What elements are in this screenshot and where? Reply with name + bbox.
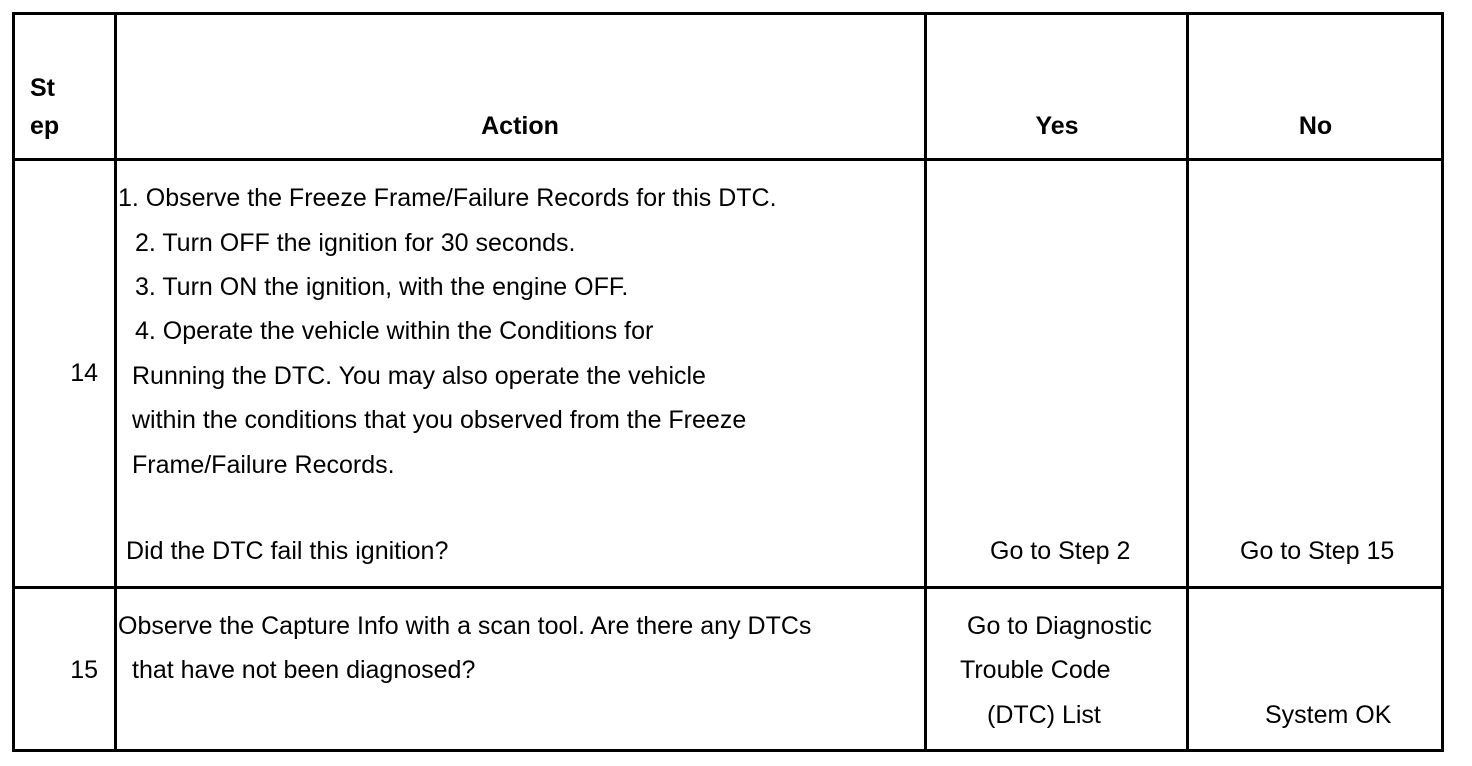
header-action: Action <box>481 112 559 140</box>
yes-result: Go to Step 2 <box>990 537 1131 565</box>
action-line: 1. Observe the Freeze Frame/Failure Records for this DTC. <box>118 184 777 212</box>
no-result: System OK <box>1265 701 1392 729</box>
table-border-top <box>12 12 1444 15</box>
action-line: Frame/Failure Records. <box>132 451 395 479</box>
action-question: Did the DTC fail this ignition? <box>126 537 449 565</box>
header-divider <box>12 158 1444 161</box>
action-line: 4. Operate the vehicle within the Conditions for <box>135 317 654 345</box>
no-result: Go to Step 15 <box>1240 537 1395 565</box>
header-yes: Yes <box>1035 112 1079 140</box>
action-line: Observe the Capture Info with a scan tool. Are there any DTCs <box>118 612 812 640</box>
action-line: 3. Turn ON the ignition, with the engine OFF. <box>135 273 629 301</box>
action-line: Running the DTC. You may also operate the vehicle <box>132 362 706 390</box>
row-divider <box>12 586 1444 589</box>
yes-result-line: (DTC) List <box>987 701 1101 729</box>
yes-result-line: Go to Diagnostic <box>967 612 1152 640</box>
action-line: that have not been diagnosed? <box>132 656 476 684</box>
table-border-bottom <box>12 749 1444 752</box>
header-step-line1: St <box>30 74 55 102</box>
step-number: 15 <box>70 656 98 684</box>
action-line: 2. Turn OFF the ignition for 30 seconds. <box>135 229 576 257</box>
yes-result-line: Trouble Code <box>960 656 1111 684</box>
table-border-left <box>12 12 15 752</box>
step-number: 14 <box>70 359 98 387</box>
header-step-line2: ep <box>30 112 60 140</box>
action-line: within the conditions that you observed from the Freeze <box>132 406 747 434</box>
diagnostic-table <box>12 12 1444 752</box>
header-no: No <box>1298 112 1333 140</box>
